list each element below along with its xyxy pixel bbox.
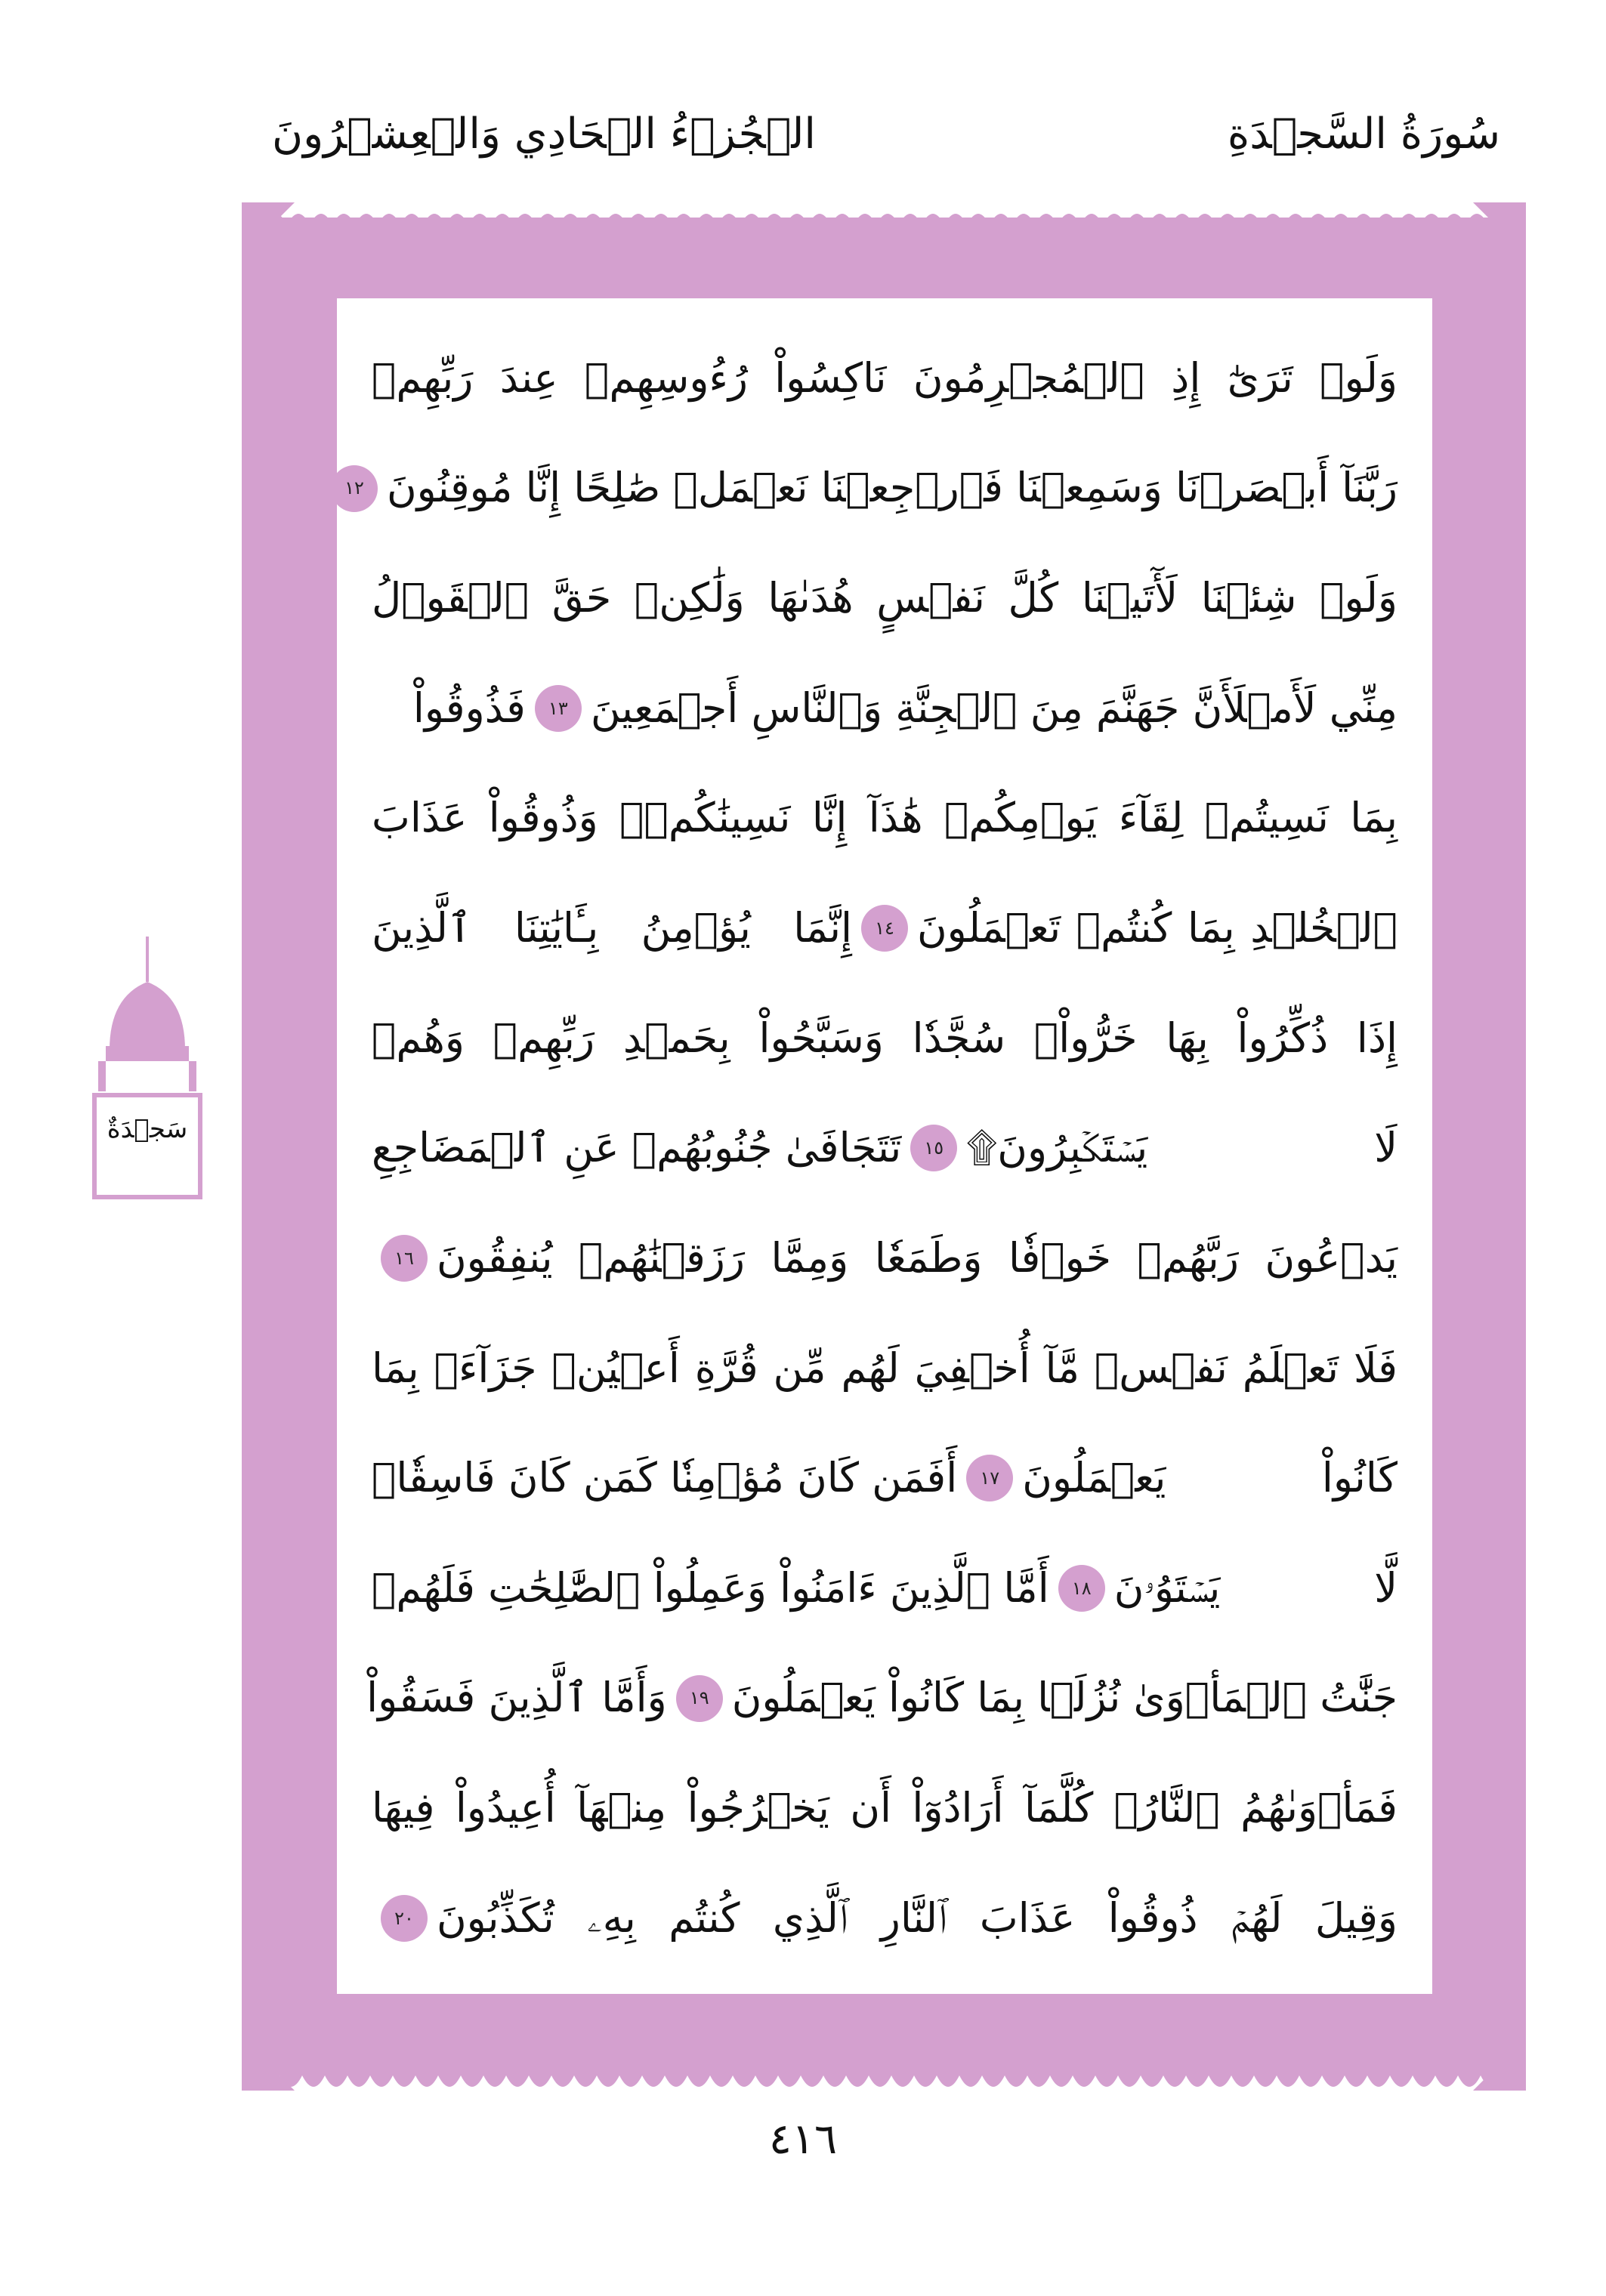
quran-line bbox=[372, 545, 1398, 651]
ayah-text: بِمَا نَسِيتُمۡ لِقَآءَ يَوۡمِكُمۡ هَٰذَآ إِنَّا نَسِينَٰكُمۡۖ وَذُوقُواْ عَذَابَ bbox=[372, 794, 1398, 842]
ayah-number-marker: ١٤ bbox=[861, 905, 908, 952]
surah-name-header: سُورَةُ السَّجۡدَةِ bbox=[1227, 110, 1500, 159]
ayah-text: وَلَوۡ تَرَىٰٓ إِذِ ٱلۡمُجۡرِمُونَ نَاكِسُواْ رُءُوسِهِمۡ عِندَ رَبِّهِمۡ bbox=[372, 353, 1398, 402]
ayah-number-marker: ٢٠ bbox=[381, 1895, 428, 1942]
ayah-text-continued: تَتَجَافَىٰ جُنُوبُهُمۡ عَنِ ٱلۡمَضَاجِعِ bbox=[372, 1124, 902, 1172]
quran-line bbox=[372, 326, 1398, 431]
ayah-text-continued: وَأَمَّا ٱلَّذِينَ فَسَقُواْ bbox=[366, 1674, 667, 1722]
quran-line bbox=[366, 1646, 1398, 1751]
quran-line bbox=[372, 656, 1398, 761]
ayah-text-continued: فَذُوقُواْ bbox=[412, 684, 526, 732]
page-number: ٤١٦ bbox=[768, 2115, 838, 2164]
ayah-text: إِذَا ذُكِّرُواْ بِهَا خَرُّواْۤ سُجَّدٗا وَسَبَّحُواْ بِحَمۡدِ رَبِّهِمۡ وَهُمۡ bbox=[372, 1014, 1398, 1062]
ayah-number-marker: ١٨ bbox=[1058, 1565, 1105, 1612]
text-area bbox=[337, 298, 1432, 1994]
ayah-text-continued: أَمَّا ٱلَّذِينَ ءَامَنُواْ وَعَمِلُواْ ٱلصَّٰلِحَٰتِ فَلَهُمۡ bbox=[372, 1563, 1049, 1612]
quran-line bbox=[344, 436, 1398, 542]
ayah-text: رَبَّنَآ أَبۡصَرۡنَا وَسَمِعۡنَا فَٱرۡجِعۡنَا نَعۡمَلۡ صَٰلِحًا إِنَّا مُوقِنُونَ bbox=[386, 464, 1398, 512]
quran-line bbox=[372, 1095, 1398, 1201]
ayah-text: جَنَّٰتُ ٱلۡمَأۡوَىٰ نُزُلَۢا بِمَا كَانُواْ يَعۡمَلُونَ bbox=[731, 1674, 1398, 1722]
quran-line bbox=[372, 766, 1398, 872]
juz-name-header: الۡجُزۡءُ الۡحَادِي وَالۡعِشۡرُونَ bbox=[272, 110, 816, 159]
ayah-number-marker: ١٢ bbox=[331, 465, 378, 512]
ayah-number-marker: ١٧ bbox=[966, 1455, 1013, 1501]
ayah-text-continued: إِنَّمَا يُؤۡمِنُ بِـَٔايَٰتِنَا ٱلَّذِينَ bbox=[372, 904, 852, 952]
quran-line bbox=[372, 1425, 1398, 1531]
quran-line bbox=[372, 1205, 1398, 1311]
ayah-text: يَدۡعُونَ رَبَّهُمۡ خَوۡفٗا وَطَمَعٗا وَمِمَّا رَزَقۡنَٰهُمۡ يُنفِقُونَ bbox=[437, 1233, 1398, 1282]
quran-line bbox=[372, 1866, 1398, 1971]
quran-lines bbox=[344, 326, 1398, 1971]
ayah-text: فَمَأۡوَىٰهُمُ ٱلنَّارُۖ كُلَّمَآ أَرَادُوٓاْ أَن يَخۡرُجُواْ مِنۡهَآ أُعِيدُواْ فِيهَا bbox=[372, 1784, 1398, 1832]
ayah-text: وَقِيلَ لَهُمۡ ذُوقُواْ عَذَابَ ٱلنَّارِ ٱلَّذِي كُنتُم بِهِۦ تُكَذِّبُونَ bbox=[437, 1893, 1398, 1942]
quran-line bbox=[372, 986, 1398, 1091]
ayah-text: كَانُواْ يَعۡمَلُونَ bbox=[1022, 1454, 1398, 1502]
sajda-label: سَجۡدَةٌ bbox=[107, 1114, 188, 1144]
ayah-text-continued: أَفَمَن كَانَ مُؤۡمِنٗا كَمَن كَانَ فَاسِقٗاۚ bbox=[372, 1454, 958, 1502]
ayah-number-marker: ١٣ bbox=[535, 685, 582, 732]
ayah-text: لَّا يَسۡتَوُۥنَ bbox=[1113, 1563, 1398, 1612]
ayah-text: ٱلۡخُلۡدِ بِمَا كُنتُمۡ تَعۡمَلُونَ bbox=[917, 904, 1398, 952]
sajda-dome-badge bbox=[91, 937, 204, 1201]
ayah-text: فَلَا تَعۡلَمُ نَفۡسٞ مَّآ أُخۡفِيَ لَهُم مِّن قُرَّةِ أَعۡيُنٖ جَزَآءَۢ بِمَا bbox=[372, 1344, 1398, 1392]
quran-line bbox=[372, 1755, 1398, 1861]
ayah-text: مِنِّي لَأَمۡلَأَنَّ جَهَنَّمَ مِنَ ٱلۡجِنَّةِ وَٱلنَّاسِ أَجۡمَعِينَ bbox=[590, 684, 1398, 732]
quran-line bbox=[372, 1535, 1398, 1641]
ayah-text: لَا يَسۡتَكۡبِرُونَ۩ bbox=[966, 1124, 1398, 1172]
ayah-number-marker: ١٩ bbox=[676, 1675, 723, 1722]
quran-line bbox=[372, 875, 1398, 981]
ayah-number-marker: ١٦ bbox=[381, 1235, 428, 1282]
ayah-text: وَلَوۡ شِئۡنَا لَأٓتَيۡنَا كُلَّ نَفۡسٍ هُدَىٰهَا وَلَٰكِنۡ حَقَّ ٱلۡقَوۡلُ bbox=[372, 574, 1398, 622]
quran-line bbox=[372, 1316, 1398, 1421]
ayah-number-marker: ١٥ bbox=[910, 1125, 957, 1171]
